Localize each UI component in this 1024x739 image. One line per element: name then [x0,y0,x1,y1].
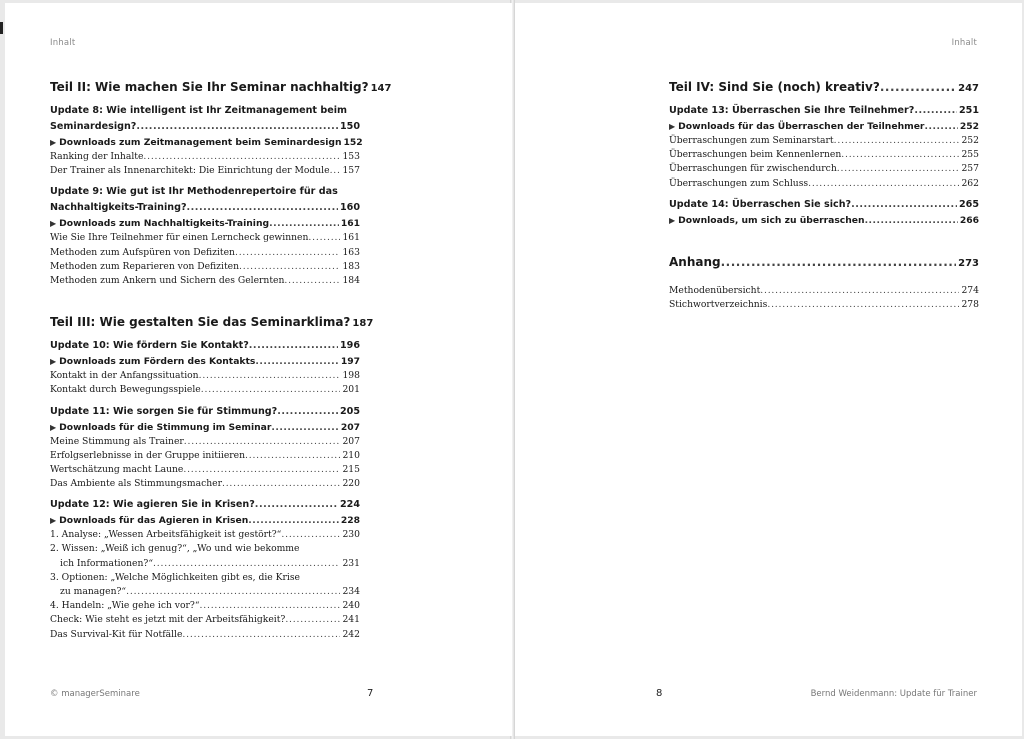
dot-leader [767,298,959,312]
entry-title: Check: Wie steht es jetzt mit der Arbeitsfähigkeit? [50,614,286,626]
dot-leader [760,284,959,298]
entry-title: Der Trainer als Innenarchitekt: Die Einrichtung der Module [50,165,330,177]
toc-update[interactable] [50,497,360,513]
triangle-right-icon: ▶ [50,357,57,367]
toc-update[interactable] [50,119,360,135]
page-ref: 150 [339,121,360,132]
triangle-right-icon: ▶ [50,516,57,526]
dot-leader [865,213,958,228]
page-ref: 220 [342,478,360,490]
entry-title: Kontakt in der Anfangssituation [50,370,199,382]
page-ref: 184 [342,274,360,286]
dot-leader [235,246,340,260]
update-title: Update 10: Wie fördern Sie Kontakt? [50,340,249,352]
toc-entry[interactable] [669,284,979,298]
update-title: Seminardesign? [50,121,137,132]
dot-leader [126,585,340,599]
toc-downloads[interactable] [50,420,360,435]
page-ref: 157 [342,165,360,177]
page-ref: 201 [342,384,360,396]
dot-leader [281,528,340,542]
toc-update[interactable] [669,103,979,119]
entry-title: Wie Sie Ihre Teilnehmer für einen Lerncheck gewinnen [50,232,309,244]
dot-leader [284,274,340,288]
toc-entry[interactable] [50,463,360,477]
downloads-title: Downloads zum Fördern des Kontakts [59,356,256,368]
dot-leader [924,119,957,134]
entry-title: Meine Stimmung als Trainer [50,435,184,447]
dot-leader [277,404,338,420]
downloads-title: Downloads für die Stimmung im Seminar [59,421,272,433]
toc-entry[interactable] [50,557,360,571]
page-ref: 210 [342,449,360,461]
dot-leader [183,463,340,477]
dot-leader [880,77,956,97]
dot-leader [837,162,960,176]
page-ref: 266 [959,214,979,226]
page-ref: 198 [342,370,360,382]
toc-entry[interactable] [50,477,360,491]
dot-leader [136,119,338,135]
page-ref: 278 [961,298,979,310]
entry-title: Überraschungen zum Seminarstart [669,135,834,146]
entry-title: Ranking der Inhalte [50,151,144,162]
footer-copyright: © managerSeminare [50,689,140,699]
page-ref: 255 [961,149,979,161]
dot-leader [255,354,338,369]
downloads-title: Downloads zum Nachhaltigkeits-Training [59,218,270,230]
toc-entry[interactable] [50,150,360,164]
toc-update-line1[interactable]: Update 8: Wie intelligent ist Ihr Zeitmanagement beim [50,105,348,116]
update-title: Update 12: Wie agieren Sie in Krisen? [50,499,255,511]
part-title: Teil III: Wie gestalten Sie das Seminarklima? [50,315,351,330]
page-ref: 240 [342,600,360,612]
dot-leader [308,231,340,245]
page-ref: 161 [342,232,360,244]
entry-title: ich Informationen?“ [60,557,154,569]
page-ref: 228 [340,515,360,527]
page-ref: 247 [958,83,979,94]
toc-part[interactable] [50,312,374,332]
page-ref: 242 [342,628,360,640]
triangle-right-icon: ▶ [50,219,57,229]
dot-leader [330,164,341,178]
dot-leader [201,383,341,397]
dot-leader [245,449,340,463]
toc-right [669,77,979,312]
page-ref: 153 [342,151,360,162]
toc-update[interactable] [50,338,360,354]
page-ref: 197 [340,356,360,368]
entry-title: Methoden zum Aufspüren von Defiziten [50,246,235,258]
entry-title: Überraschungen beim Kennenlernen [669,149,842,161]
entry-title: Methoden zum Ankern und Sichern des Gelernten [50,274,285,286]
dot-leader [182,628,340,642]
triangle-right-icon: ▶ [50,422,57,432]
toc-entry[interactable] [50,449,360,463]
page-ref: 262 [961,177,979,189]
dot-leader [239,260,340,274]
entry-title: Überraschungen für zwischendurch [669,163,837,175]
page-ref: 196 [339,340,360,352]
toc-entry[interactable] [50,274,360,288]
toc-entry[interactable] [50,528,360,542]
update-title: Update 13: Überraschen Sie Ihre Teilnehmer? [669,105,915,116]
dot-leader [851,197,957,213]
downloads-title: Downloads, um sich zu überraschen [678,214,865,226]
entry-title: Kontakt durch Bewegungsspiele [50,384,201,396]
page-ref: 231 [342,557,360,569]
toc-left [50,77,392,642]
entry-title: Wertschätzung macht Laune [50,463,184,475]
dot-leader [222,477,340,491]
toc-update[interactable] [669,197,979,213]
dot-leader [143,150,340,164]
entry-title: 4. Handeln: „Wie gehe ich vor?“ [50,600,200,612]
toc-entry[interactable] [50,231,360,245]
toc-entry[interactable] [50,613,360,627]
update-title: Update 14: Überraschen Sie sich? [669,198,852,210]
page-ref: 183 [342,260,360,272]
toc-entry-line1[interactable]: 2. Wissen: „Weiß ich genug?“, „Wo und wie bekomme [50,543,300,555]
page-ref: 205 [339,405,360,417]
entry-title: Erfolgserlebnisse in der Gruppe initiieren [50,449,246,461]
footer-author-title: Bernd Weidenmann: Update für Trainer [810,689,977,699]
page-ref: 234 [342,586,360,597]
page-ref: 252 [961,135,979,146]
toc-part[interactable] [50,77,392,97]
entry-title: Methoden zum Reparieren von Defiziten [50,260,239,272]
downloads-title: Downloads für das Überraschen der Teilnehmer [678,121,925,132]
page-ref: 207 [342,435,360,447]
entry-title: Das Ambiente als Stimmungsmacher [50,478,222,490]
dot-leader [248,513,339,528]
dot-leader [153,557,340,571]
toc-entry-line1[interactable]: 3. Optionen: „Welche Möglichkeiten gibt es, die Krise [50,571,300,583]
entry-title: Methodenübersicht [669,284,761,296]
page-ref: 257 [961,163,979,175]
dot-leader [834,134,960,148]
page-ref: 273 [958,257,979,269]
toc-entry[interactable] [669,177,979,191]
toc-entry[interactable] [50,435,360,449]
page-ref: 265 [958,198,979,210]
toc-entry[interactable] [50,260,360,274]
dot-leader [808,177,959,191]
toc-downloads[interactable] [50,513,360,528]
toc-entry[interactable] [50,369,360,383]
right-page [515,3,1022,736]
part-title: Anhang [669,254,721,269]
entry-title: zu managen?“ [60,586,127,597]
triangle-right-icon: ▶ [669,122,676,131]
update-title: Nachhaltigkeits-Training? [50,202,187,214]
toc-part[interactable] [669,77,979,97]
page-edge-mark [0,22,3,34]
toc-downloads[interactable] [669,213,979,228]
dot-leader [841,148,959,162]
toc-entry[interactable] [50,383,360,397]
downloads-title: Downloads für das Agieren in Krisen [59,515,249,527]
toc-entry[interactable] [50,164,360,178]
toc-downloads[interactable] [50,354,360,369]
triangle-right-icon: ▶ [669,215,676,225]
entry-title: Stichwortverzeichnis [669,298,768,310]
page-ref: 252 [959,121,979,132]
toc-update[interactable] [50,200,360,216]
page-ref: 160 [339,202,360,214]
toc-entry[interactable] [50,599,360,613]
toc-entry[interactable] [669,162,979,176]
toc-part[interactable] [669,252,979,272]
dot-leader [249,338,338,354]
toc-entry[interactable] [669,148,979,162]
page-number: 7 [367,688,374,699]
page-ref: 152 [343,137,363,148]
dot-leader [914,103,957,119]
page-ref: 215 [342,463,360,475]
page-ref: 207 [340,421,360,433]
part-title: Teil II: Wie machen Sie Ihr Seminar nachhaltig? [50,80,369,94]
page-ref: 187 [352,318,374,330]
dot-leader [199,369,341,383]
toc-entry[interactable] [50,585,360,599]
left-page [5,3,512,736]
dot-leader [285,613,340,627]
toc-downloads[interactable] [669,119,979,134]
toc-entry[interactable] [50,246,360,260]
page-ref: 251 [958,105,979,116]
page-ref: 230 [342,529,360,541]
downloads-title: Downloads zum Zeitmanagement beim Seminardesign [59,137,342,148]
dot-leader [269,216,339,231]
dot-leader [184,435,341,449]
page-ref: 224 [339,499,360,511]
toc-entry[interactable] [669,298,979,312]
page-ref: 161 [340,218,360,230]
dot-leader [187,200,338,216]
page-ref: 163 [342,246,360,258]
entry-title: Das Survival-Kit für Notfälle [50,628,183,640]
entry-title: Überraschungen zum Schluss [669,177,809,189]
part-title: Teil IV: Sind Sie (noch) kreativ? [669,80,880,94]
toc-downloads[interactable] [50,135,363,150]
page-ref: 241 [342,614,360,626]
dot-leader [271,420,338,435]
page-ref: 147 [370,83,392,94]
toc-update[interactable] [50,404,360,420]
toc-update-line1[interactable]: Update 9: Wie gut ist Ihr Methodenrepertoire für das [50,186,338,198]
page-ref: 274 [961,284,979,296]
running-header: Inhalt [951,38,977,48]
toc-entry[interactable] [669,134,979,148]
dot-leader [255,497,338,513]
update-title: Update 11: Wie sorgen Sie für Stimmung? [50,405,278,417]
triangle-right-icon: ▶ [50,138,57,147]
page-number: 8 [656,688,663,699]
running-header: Inhalt [50,38,76,48]
toc-entry[interactable] [50,628,360,642]
entry-title: 1. Analyse: „Wessen Arbeitsfähigkeit ist gestört?“ [50,529,282,541]
dot-leader [721,252,957,272]
toc-downloads[interactable] [50,216,360,231]
dot-leader [200,599,341,613]
